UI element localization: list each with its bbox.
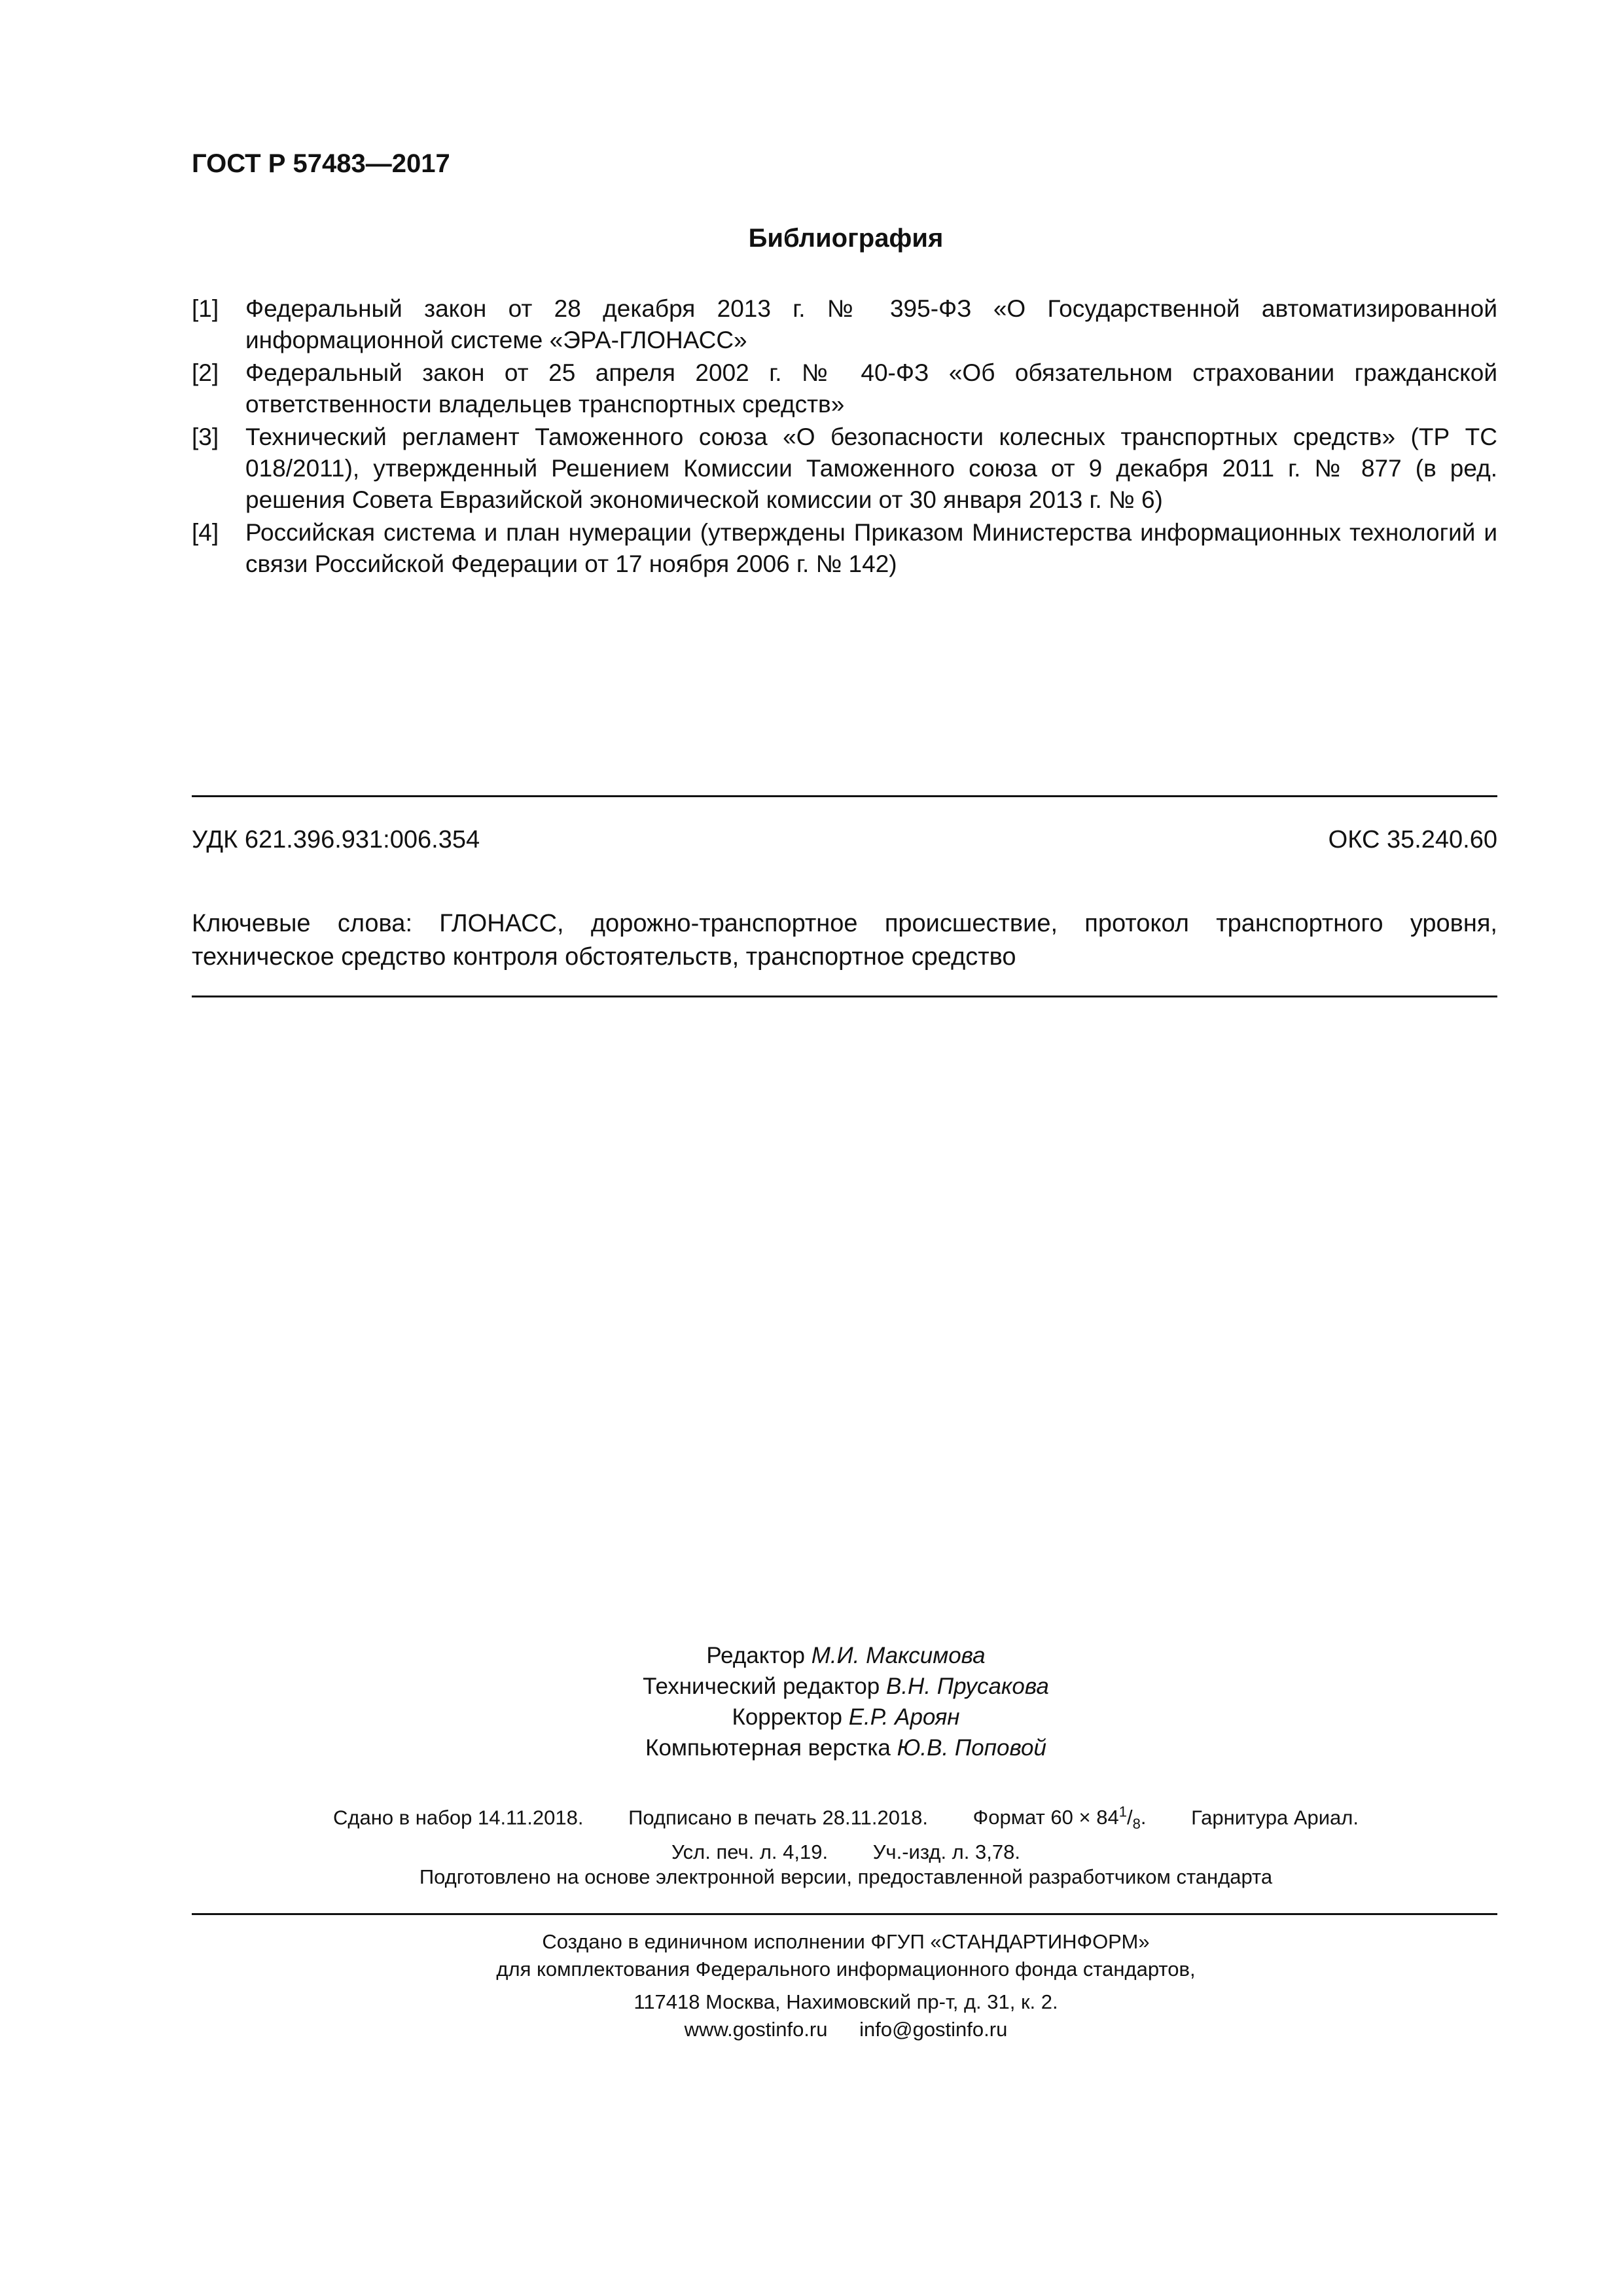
imprint-publ-sheets: Уч.-изд. л. 3,78. [872, 1840, 1020, 1863]
imprint-block [0, 1799, 1623, 1866]
bibliography-item [192, 357, 1497, 420]
email-link[interactable]: info@gostinfo.ru [859, 2018, 1008, 2041]
format-prefix: Формат 60 × 84 [972, 1806, 1119, 1829]
standard-code: ГОСТ Р 57483—2017 [192, 149, 450, 178]
imprint-line-1 [0, 1799, 1623, 1839]
credit-role: Технический редактор [643, 1674, 886, 1699]
bibliography-item [192, 517, 1497, 580]
footer-address: 117418 Москва, Нахимовский пр-т, д. 31, к. 2. [633, 1990, 1058, 2013]
credit-role: Корректор [732, 1704, 849, 1730]
top-divider [192, 795, 1497, 797]
bibliography-item-text: Федеральный закон от 28 декабря 2013 г. № 395-ФЗ «О Государственной автоматизированной информационной системе «ЭРА-ГЛОНАСС» [245, 295, 1497, 353]
credit-name: М.И. Максимова [811, 1643, 986, 1668]
bibliography-item-number: [3] [192, 423, 219, 450]
oks-code: ОКС 35.240.60 [1328, 826, 1497, 853]
udk-code: УДК 621.396.931:006.354 [192, 826, 480, 853]
credit-layout [0, 1732, 1623, 1763]
website-link[interactable]: www.gostinfo.ru [684, 2018, 828, 2041]
imprint-typeface: Гарнитура Ариал. [1191, 1806, 1359, 1829]
imprint-line-2 [0, 1839, 1623, 1866]
credit-editor [0, 1640, 1623, 1671]
bibliography-item [192, 422, 1497, 516]
imprint-format: Формат $60 \times 84^1/_8$. [972, 1804, 1147, 1833]
footer-line-2: для комплектования Федерального информационного фонда стандартов, [496, 1958, 1196, 1981]
prepared-note: Подготовлено на основе электронной версии, предоставленной разработчиком стандарта [419, 1865, 1273, 1888]
footer-divider [192, 1913, 1497, 1915]
bibliography-item-text: Российская система и план нумерации (утверждены Приказом Министерства информационных технологий и связи Российской Федерации от 17 ноября 2006 г. № 142) [245, 519, 1497, 577]
imprint-signed: Подписано в печать 28.11.2018. [628, 1806, 929, 1829]
format-suffix: . [1140, 1806, 1147, 1829]
format-sup: 1 [1118, 1804, 1127, 1820]
keywords: Ключевые слова: ГЛОНАСС, дорожно-транспортное происшествие, протокол транспортного уровня, техническое средство контроля обстоятельств, транспортное средство [192, 910, 1497, 971]
bibliography-item-text: Технический регламент Таможенного союза «О безопасности колесных транспортных средств» (ТР ТС 018/2011), утвержденный Решением Комиссии Таможенного союза от 9 декабря 2011 г. № 877 (в ред. решения Совета Евразийской экономической комиссии от 30 января 2013 г. № 6) [245, 423, 1497, 513]
credit-name: Е.Р. Ароян [848, 1704, 960, 1730]
format-sub: 8 [1132, 1816, 1141, 1833]
bibliography-item-number: [4] [192, 519, 219, 546]
bibliography-title: Библиография [748, 224, 944, 253]
footer-line-1: Создано в единичном исполнении ФГУП «СТАНДАРТИНФОРМ» [542, 1930, 1150, 1953]
credit-tech-editor [0, 1671, 1623, 1702]
credits-block [0, 1640, 1623, 1763]
imprint-print-sheets: Усл. печ. л. 4,19. [671, 1840, 829, 1863]
bibliography-item-number: [2] [192, 359, 219, 386]
bibliography-item-text: Федеральный закон от 25 апреля 2002 г. № 40-ФЗ «Об обязательном страховании гражданской ответственности владельцев транспортных средств» [245, 359, 1497, 418]
bibliography-list [192, 293, 1497, 581]
credit-role: Компьютерная верстка [645, 1735, 897, 1761]
footer-contacts [0, 2016, 1623, 2043]
credit-name: В.Н. Прусакова [885, 1674, 1049, 1699]
bibliography-item-number: [1] [192, 295, 219, 322]
credit-role: Редактор [706, 1643, 812, 1668]
credit-corrector [0, 1702, 1623, 1732]
publisher-footer [0, 1928, 1623, 2043]
keywords-divider [192, 996, 1497, 997]
imprint-sent: Сдано в набор 14.11.2018. [332, 1806, 584, 1829]
bibliography-item [192, 293, 1497, 356]
credit-name: Ю.В. Поповой [897, 1735, 1046, 1761]
